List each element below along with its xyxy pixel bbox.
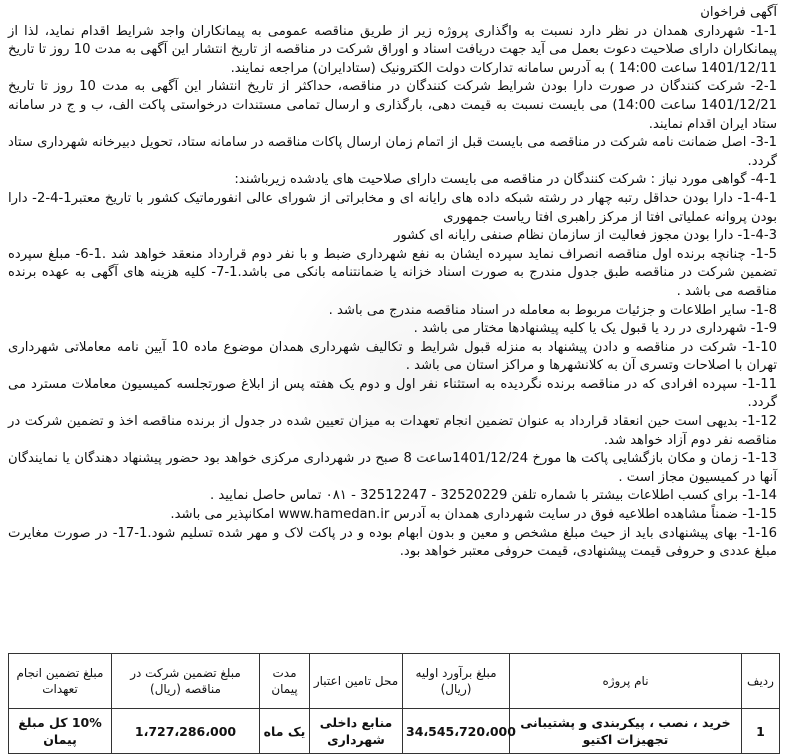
paragraph: 1-8- سایر اطلاعات و جزئیات مربوط به معامله در اسناد مناقصه مندرج می باشد .: [328, 302, 777, 318]
paragraph: 1-16- بهای پیشنهادی باید از حیث مبلغ مشخص و معین و بدون ابهام بوده و در پاکت لاک و مهر شده تسلیم شود.1-17- در صورت مغایرت مبلغ عددی و حروفی قیمت پیشنهادی، قیمت حروفی معتبر خواهد بود.: [8, 525, 777, 560]
cell-row-number: 1: [742, 709, 780, 754]
paragraph: 1-15- ضمناً مشاهده اطلاعیه فوق در سایت شهرداری همدان به آدرس www.hamedan.ir امکانپذیر می باشد.: [170, 507, 777, 523]
paragraph: 1-11- سپرده افرادی که در مناقصه برنده نگردیده به استثناء نفر اول و دوم یک هفته پس از ابلاغ صورتجلسه کمیسیون معاملات مسترد می گردد.: [8, 376, 777, 411]
paragraph: 1-5- چنانچه برنده اول مناقصه انصراف نماید سپرده ایشان به نفع شهرداری ضبط و با نفر دوم قرارداد منعقد خواهد شد .1-6- مبلغ سپرده تضمین شرکت در مناقصه طبق جدول مندرج به صورت اسناد خزانه یا ضمانتنامه بانکی می باشد.1-7- کلیه هزینه های آگهی به عهده برنده مناقصه می باشد .: [8, 246, 777, 299]
paragraph: 4-1- گواهی مورد نیاز : شرکت کنندگان در مناقصه می بایست دارای صلاحیت های یادشده زیرباشند:: [234, 172, 777, 188]
paragraph: 3-1- اصل ضمانت نامه شرکت در مناقصه می بایست قبل از اتمام زمان ارسال پاکات مناقصه در سامانه ستاد، تحویل دبیرخانه شهرداری ستاد گردد.: [8, 135, 777, 169]
paragraph: 1-10- شرکت در مناقصه و دادن پیشنهاد به منزله قبول شرایط و تکالیف شهرداری همدان موضوع ماده 10 آیین نامه معاملاتی شهرداری تهران با اصلاحات وتسری آن به کلانشهرها و مراکز استان می باشد .: [8, 339, 777, 374]
paragraph: 1-1- شهرداری همدان در نظر دارد نسبت به واگذاری پروژه زیر از طریق مناقصه عمومی به پیمانکاران واجد شرایط اقدام نماید، لذا از پیمانکاران دارای صلاحیت دعوت بعمل می آید جهت دریافت اسناد و اوراق شرکت در مناقصه از تاریخ انتشار این آگهی به مدت 10 روز تا تاریخ 1401/12/11 ساعت 14:00 ) به آدرس سامانه تدارکات دولت الکترونیک (ستادایران) مراجعه نمایند.: [8, 23, 777, 76]
announcement-title: آگهی فراخوان: [700, 5, 777, 20]
cell-funding: منابع داخلی شهرداری: [310, 709, 403, 754]
header-project-name: نام پروژه: [510, 654, 742, 709]
paragraph: 1-4-3- دارا بودن مجوز فعالیت از سازمان نظام صنفی رایانه ای کشور: [394, 228, 777, 244]
header-estimate: مبلغ برآورد اولیه (ریال): [403, 654, 510, 709]
table-row: [9, 709, 780, 754]
header-row-number: ردیف: [742, 654, 780, 709]
header-deposit: مبلغ تضمین شرکت در مناقصه (ریال): [112, 654, 260, 709]
cell-deposit: 1،727،286،000: [112, 709, 260, 754]
header-duration: مدت پیمان: [260, 654, 310, 709]
header-funding: محل تامین اعتبار: [310, 654, 403, 709]
paragraph: 1-9- شهرداری در رد یا قبول یک یا کلیه پیشنهادها مختار می باشد .: [413, 321, 777, 337]
cell-estimate: 34،545،720،000: [403, 709, 510, 754]
header-guarantee: مبلغ تضمین انجام تعهدات: [9, 654, 112, 709]
table-header-row: [9, 654, 780, 709]
cell-duration: یک ماه: [260, 709, 310, 754]
cell-project-name: خرید ، نصب ، پیکربندی و پشتیبانی تجهیزات اکتیو: [510, 709, 742, 754]
paragraph: 1-12- بدیهی است حین انعقاد قرارداد به عنوان تضمین انجام تعهدات به میزان تعیین شده در جدول از برنده مناقصه اخذ و تضمین شرکت در مناقصه نفر دوم آزاد خواهد شد.: [8, 414, 777, 448]
cell-guarantee: 10% کل مبلغ پیمان: [9, 709, 112, 754]
paragraph: 1-14- برای کسب اطلاعات بیشتر با شماره تلفن 32520229 - 32512247 - ۰۸۱ تماس حاصل نمایید .: [210, 488, 777, 504]
tender-table: [8, 653, 780, 754]
paragraph: 2-1- شرکت کنندگان در صورت دارا بودن شرایط شرکت کنندگان در مناقصه، حداکثر از تاریخ انتشار این آگهی به مدت 10 روز تا تاریخ 1401/12/21 ساعت 14:00) می بایست نسبت به قیمت دهی، بارگذاری و ارسال تمامی مستندات درخواستی پاکت الف، ب و ج در سامانه ستاد ایران اقدام نمایند.: [8, 79, 777, 132]
paragraph: 1-4-1- دارا بودن حداقل رتبه چهار در رشته شبکه داده های رایانه ای و مخابراتی از شورای عالی انفورماتیک کشور با تاریخ معتبر1-4-2- دارا بودن پروانه عملیاتی افتا از مرکز راهبری افتا ریاست جمهوری: [8, 190, 778, 225]
announcement-text: [8, 4, 777, 562]
paragraph: 1-13- زمان و مکان بازگشایی پاکت ها مورخ 1401/12/24ساعت 8 صبح در شهرداری مرکزی خواهد بود حضور پیشنهاد دهندگان یا نمایندگان آنها در کمیسیون مجاز است .: [8, 451, 778, 485]
